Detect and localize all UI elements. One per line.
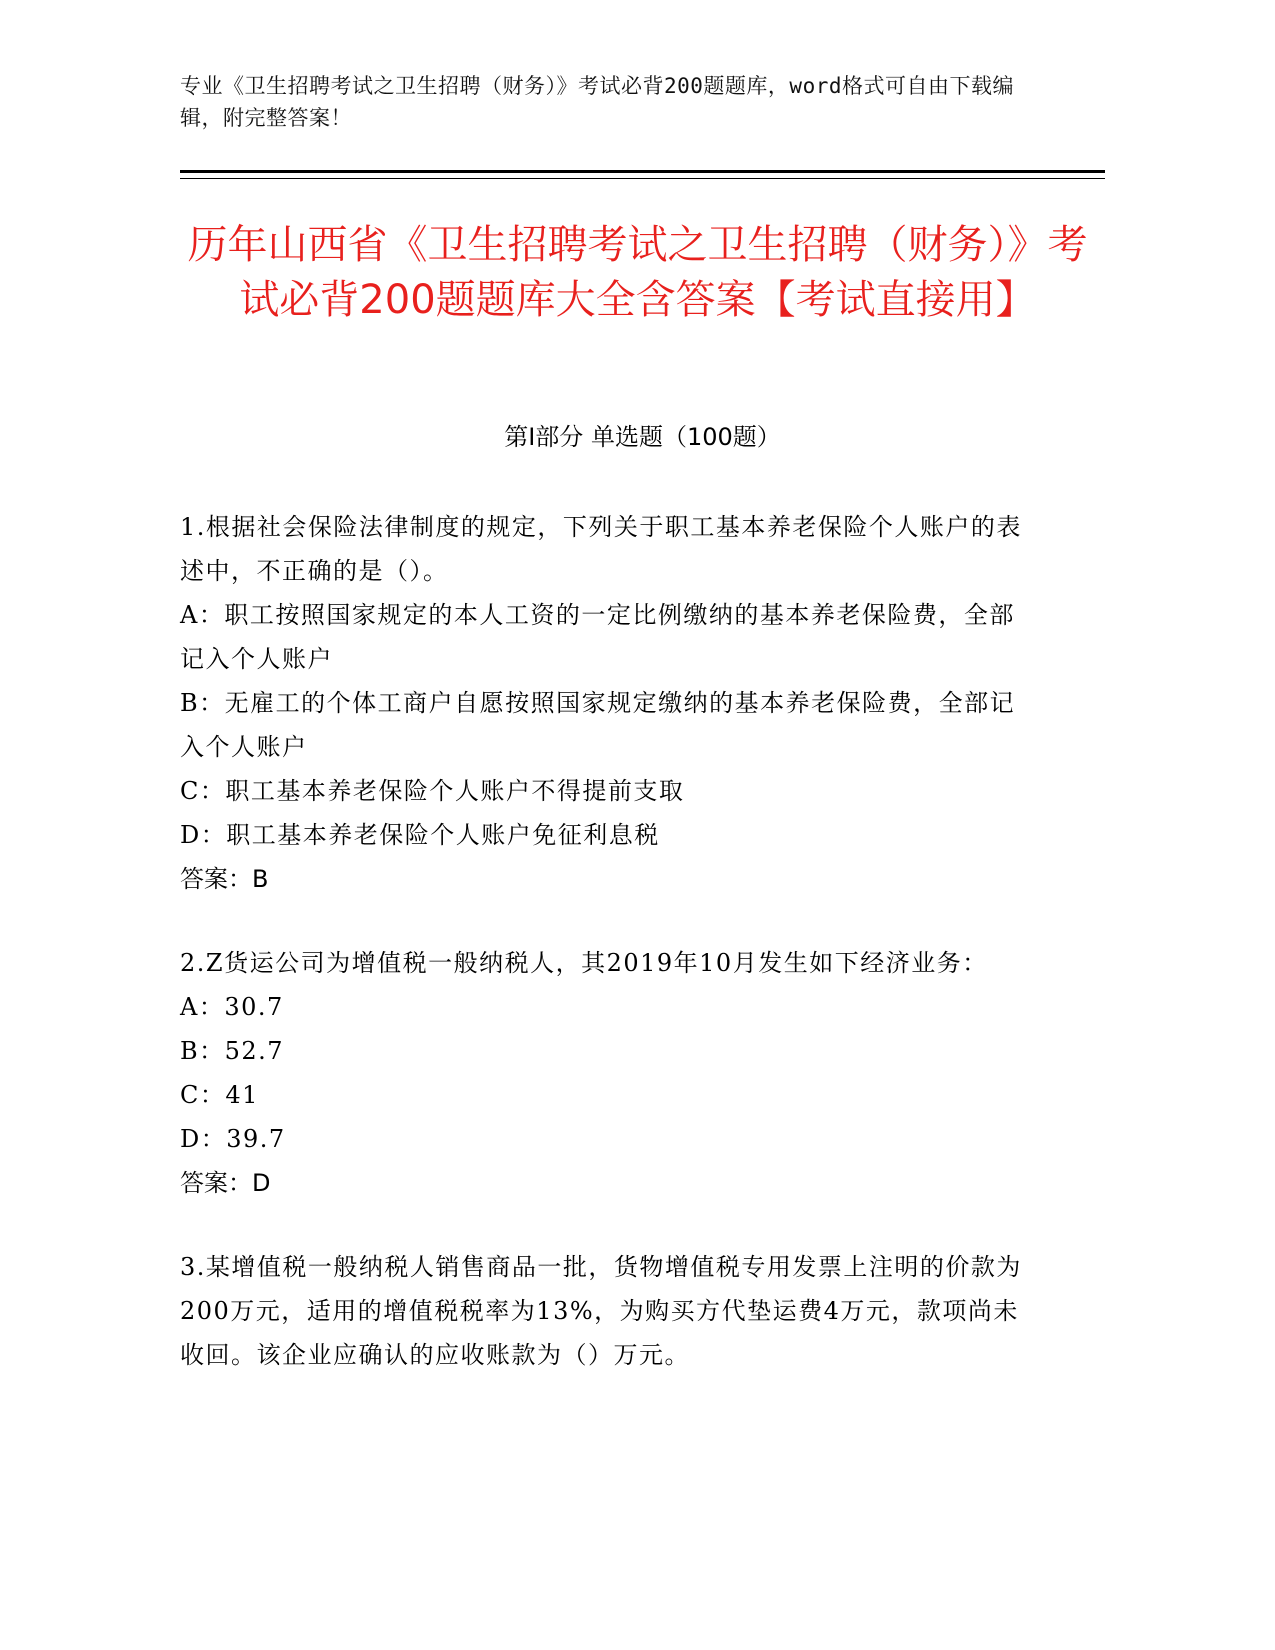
option-b: B：52.7 (180, 1037, 285, 1065)
question-stem: 2.Z货运公司为增值税一般纳税人，其2019年10月发生如下经济业务： (180, 949, 988, 977)
section-heading: 第I部分 单选题（100题） (504, 423, 781, 451)
header-rule-thick (180, 170, 1105, 173)
question-1 (180, 505, 1040, 901)
option-c: C：职工基本养老保险个人账户不得提前支取 (180, 777, 685, 805)
answer-line: 答案：D (180, 1169, 271, 1197)
answer-line: 答案：B (180, 865, 269, 893)
question-3 (180, 1245, 1040, 1377)
document-title: 历年山西省《卫生招聘考试之卫生招聘（财务）》考试必背200题题库大全含答案【考试直接用】 (187, 222, 1088, 323)
option-d: D：职工基本养老保险个人账户免征利息税 (180, 821, 660, 849)
question-list (180, 505, 1040, 1417)
option-a: A：30.7 (180, 993, 284, 1021)
question-stem: 3.某增值税一般纳税人销售商品一批，货物增值税专用发票上注明的价款为200万元，适用的增值税税率为13%，为购买方代垫运费4万元，款项尚未收回。该企业应确认的应收账款为（）万元。 (180, 1253, 1022, 1369)
option-c: C：41 (180, 1081, 259, 1109)
question-stem: 1.根据社会保险法律制度的规定，下列关于职工基本养老保险个人账户的表述中，不正确的是（）。 (180, 513, 1022, 585)
header-rule-thin (180, 178, 1105, 179)
question-2 (180, 941, 1040, 1205)
header-note: 专业《卫生招聘考试之卫生招聘（财务）》考试必背200题题库，word格式可自由下载编辑，附完整答案！ (180, 74, 1014, 130)
option-b: B：无雇工的个体工商户自愿按照国家规定缴纳的基本养老保险费，全部记入个人账户 (180, 689, 1016, 761)
option-d: D：39.7 (180, 1125, 286, 1153)
option-a: A：职工按照国家规定的本人工资的一定比例缴纳的基本养老保险费，全部记入个人账户 (180, 601, 1015, 673)
